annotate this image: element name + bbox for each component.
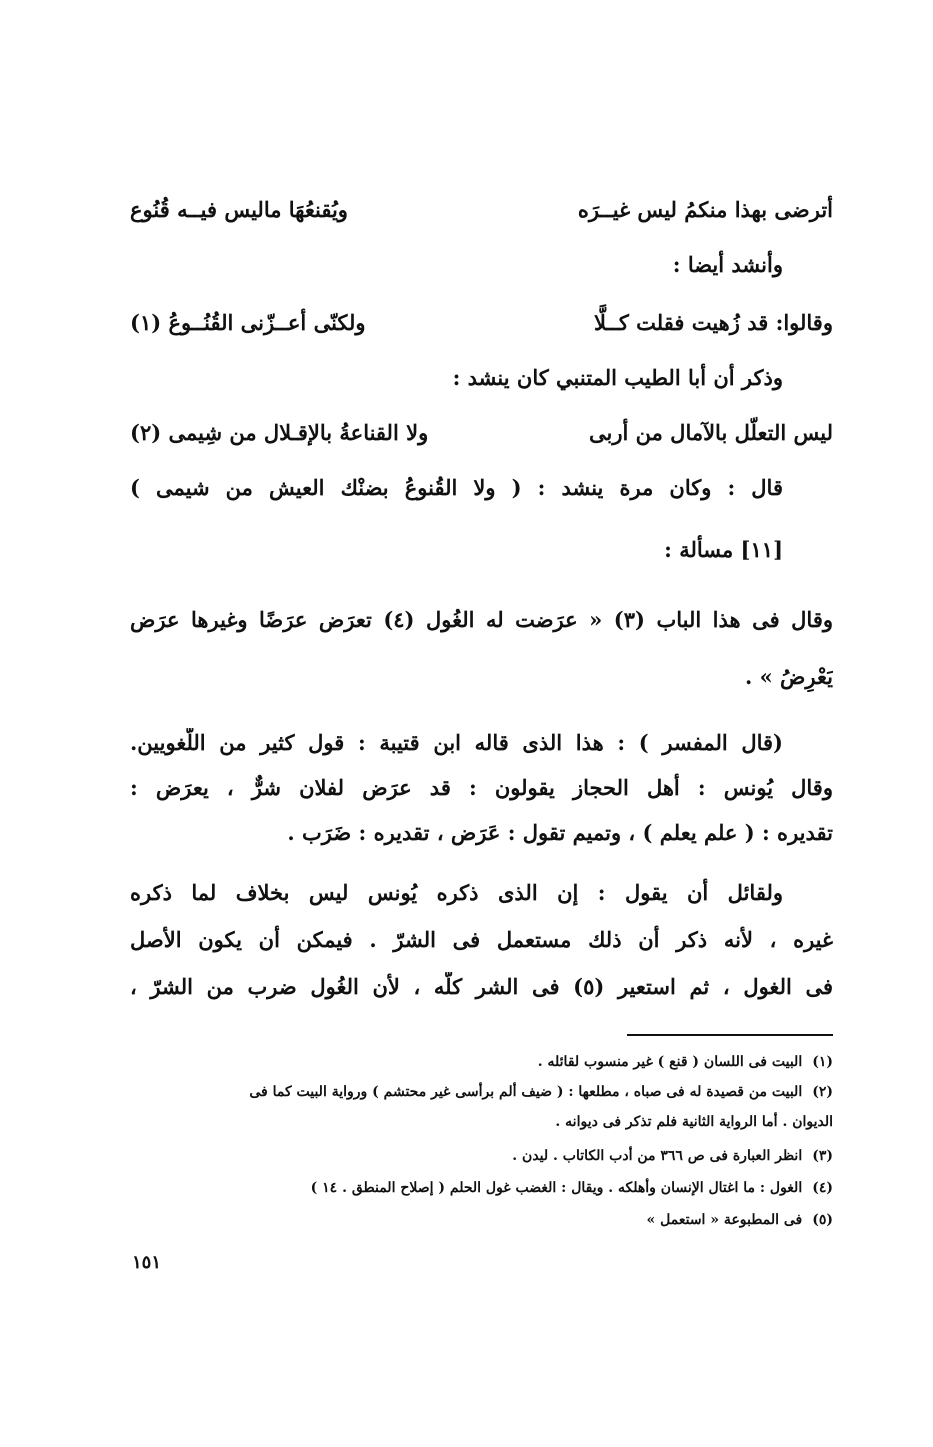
footnote-2-text: البيت من قصيدة له فى صباه ، مطلعها : ( ضيف ألم برأسى غير محتشم ) ورواية البيت كما فى bbox=[249, 1084, 803, 1100]
footnote-3-number: (٣) bbox=[812, 1148, 833, 1164]
verse-1-hemistich-1: أترضى بهذا منكمُ ليس غيــرَه bbox=[577, 197, 833, 222]
paragraph-1-line-2: يَعْرِضُ » . bbox=[744, 664, 833, 689]
footnote-2 bbox=[130, 1082, 833, 1102]
verse-2-hemistich-2: ولكنّى أعــزّنى القُنُــوعُ (١) bbox=[130, 310, 366, 335]
paragraph-2-line-1: (قال المفسر ) : هذا الذى قاله ابن قتيبة : قول كثير من اللُّغويين. bbox=[130, 730, 783, 755]
text-line-anshad: وأنشد أيضا : bbox=[672, 252, 783, 277]
paragraph-2-line-2: وقال يُونس : أهل الحجاز يقولون : قد عرَض لفلان شرٌّ ، يعرَض : bbox=[130, 775, 833, 800]
footnote-2-continued-text: الديوان . أما الرواية الثانية فلم تذكر فى ديوانه . bbox=[555, 1114, 833, 1130]
paragraph-3-line-2: غيره ، لأنه ذكر أن ذلك مستعمل فى الشرّ . فيمكن أن يكون الأصل bbox=[130, 927, 833, 952]
text-line-qala: قال : وكان مرة ينشد : ( ولا القُنوعُ بضنْك العيش من شيمى ) bbox=[130, 475, 783, 500]
footnote-3-text: انظر العبارة فى ص ٣٦٦ من أدب الكاتاب . ليدن . bbox=[512, 1148, 803, 1164]
verse-3-hemistich-1: ليس التعلّل بالآمال من أربى bbox=[589, 420, 833, 445]
footnote-1-text: البيت فى اللسان ( قنع ) غير منسوب لقائله . bbox=[537, 1054, 803, 1070]
verse-1-hemistich-2: ويُقنعُهَا ماليس فيــه قُنُوع bbox=[130, 197, 348, 222]
page-number: ١٥١ bbox=[132, 1252, 162, 1273]
footnote-divider bbox=[627, 1034, 833, 1036]
footnote-1 bbox=[130, 1052, 833, 1072]
verse-2-hemistich-1: وقالوا: قد زُهيت فقلت كــلَّا bbox=[594, 310, 833, 335]
footnote-3 bbox=[130, 1146, 833, 1166]
paragraph-1-line-1: وقال فى هذا الباب (٣) « عرَضت له الغُول (٤) تعرَض عرَضًا وغيرها عرَض bbox=[130, 607, 833, 632]
footnote-4-text: الغول : ما اغتال الإنسان وأهلكه . ويقال : الغضب غول الحلم ( إصلاح المنطق . ١٤ ) bbox=[310, 1180, 803, 1196]
section-heading: [١١] مسألة : bbox=[664, 537, 783, 562]
paragraph-3-line-3: فى الغول ، ثم استعير (٥) فى الشر كلّه ، لأن الغُول ضرب من الشرّ ، bbox=[130, 974, 833, 999]
footnote-1-number: (١) bbox=[812, 1054, 833, 1070]
footnote-2-continued bbox=[130, 1112, 833, 1132]
verse-3-hemistich-2: ولا القناعةُ بالإقـلال من شِيمى (٢) bbox=[130, 420, 429, 445]
footnote-2-number: (٢) bbox=[812, 1084, 833, 1100]
footnote-5 bbox=[130, 1210, 833, 1230]
text-line-mutanabbi: وذكر أن أبا الطيب المتنبي كان ينشد : bbox=[452, 365, 783, 390]
footnote-5-number: (٥) bbox=[812, 1212, 833, 1228]
footnote-4 bbox=[130, 1178, 833, 1198]
footnote-5-text: فى المطبوعة « استعمل » bbox=[646, 1212, 803, 1228]
paragraph-3-line-1: ولقائل أن يقول : إن الذى ذكره يُونس ليس بخلاف لما ذكره bbox=[130, 880, 783, 905]
footnote-4-number: (٤) bbox=[812, 1180, 833, 1196]
paragraph-2-line-3: تقديره : ( علم يعلم ) ، وتميم تقول : عَرَض ، تقديره : ضَرَب . bbox=[287, 820, 833, 845]
